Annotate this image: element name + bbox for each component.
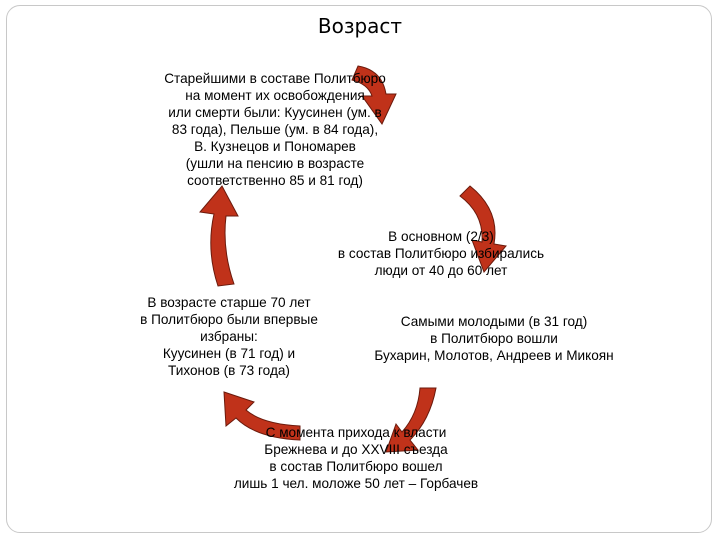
arrow-left	[200, 186, 238, 286]
slide-title: Возраст	[317, 14, 403, 38]
text-block-right-low: Самыми молодыми (в 31 год) в Политбюро вошли Бухарин, Молотов, Андреев и Микоян	[374, 314, 614, 363]
text-block-right: В основном (2/3) в состав Политбюро избирались люди от 40 до 60 лет	[337, 229, 545, 278]
text-block-left: В возрасте старше 70 лет в Политбюро были впервые избраны: Куусинен (в 71 год) и Тихонов (в 73 года)	[140, 295, 318, 378]
text-block-top: Старейшими в составе Политбюро на момент их освобождения или смерти были: Куусинен (ум. в 83 года), Пельше (ум. в 84 года), В. Кузнецов и Пономарев (ушли на пенсию в возрасте соответственно 85 и 81 год)	[164, 71, 386, 188]
text-block-bottom: С момента прихода к власти Брежнева и до XXVIII съезда в состав Политбюро вошел лишь 1 чел. моложе 50 лет – Горбачев	[233, 425, 479, 491]
